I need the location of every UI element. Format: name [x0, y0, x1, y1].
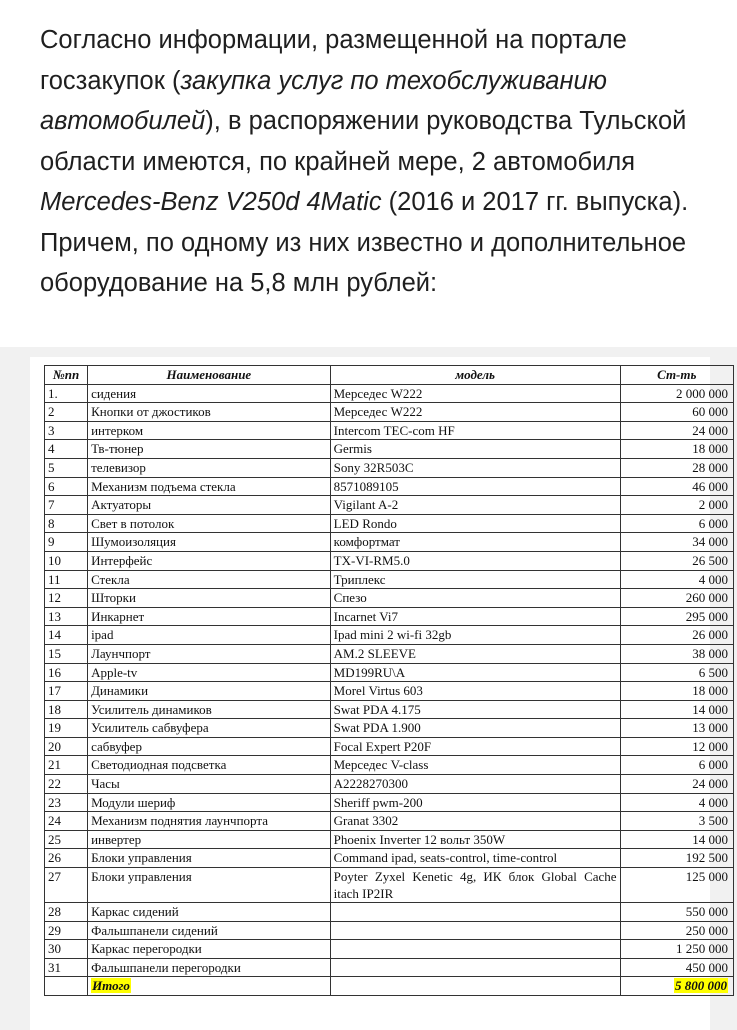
table-row [45, 551, 734, 570]
cell-model: LED Rondo [330, 514, 620, 533]
cell-name: Фальшпанели перегородки [88, 958, 331, 977]
cell-cost: 250 000 [620, 921, 733, 940]
cell-cost: 295 000 [620, 607, 733, 626]
cell-number: 30 [45, 940, 88, 959]
cell-name: Механизм подъема стекла [88, 477, 331, 496]
cell-cost: 34 000 [620, 533, 733, 552]
cell-number: 17 [45, 682, 88, 701]
cell-name: Apple-tv [88, 663, 331, 682]
table-row [45, 868, 734, 903]
cell-model: Granat 3302 [330, 812, 620, 831]
cell-name: Усилитель сабвуфера [88, 719, 331, 738]
table-row [45, 756, 734, 775]
cell-cost: 450 000 [620, 958, 733, 977]
cell-name: Модули шериф [88, 793, 331, 812]
cell-name: Тв-тюнер [88, 440, 331, 459]
cell-number: 29 [45, 921, 88, 940]
cell-number: 22 [45, 775, 88, 794]
cell-cost: 38 000 [620, 644, 733, 663]
cell-name: Блоки управления [88, 849, 331, 868]
cell-model: Incarnet Vi7 [330, 607, 620, 626]
document-scan [0, 347, 737, 1030]
cell-name: Каркас перегородки [88, 940, 331, 959]
cell-cost: 1 250 000 [620, 940, 733, 959]
cell-total-label [88, 977, 331, 996]
cell-model: A2228270300 [330, 775, 620, 794]
cell-model: AM.2 SLEEVE [330, 644, 620, 663]
cell-cost: 24 000 [620, 775, 733, 794]
cell-number [45, 977, 88, 996]
cell-number: 5 [45, 458, 88, 477]
cell-model [330, 977, 620, 996]
table-row [45, 403, 734, 422]
cell-name: Актуаторы [88, 496, 331, 515]
cell-name: Фальшпанели сидений [88, 921, 331, 940]
table-row [45, 570, 734, 589]
cell-name: Блоки управления [88, 868, 331, 903]
cell-model: Vigilant A-2 [330, 496, 620, 515]
cell-model: TX-VI-RM5.0 [330, 551, 620, 570]
cell-number: 13 [45, 607, 88, 626]
cell-model [330, 958, 620, 977]
cell-total-value [620, 977, 733, 996]
cell-name: Стекла [88, 570, 331, 589]
cell-name: Интерфейс [88, 551, 331, 570]
cell-number: 21 [45, 756, 88, 775]
cell-number: 23 [45, 793, 88, 812]
cell-cost: 26 000 [620, 626, 733, 645]
cell-number: 12 [45, 589, 88, 608]
cell-cost: 6 000 [620, 514, 733, 533]
cell-cost: 260 000 [620, 589, 733, 608]
cell-name: сабвуфер [88, 737, 331, 756]
cell-cost: 2 000 [620, 496, 733, 515]
table-row [45, 607, 734, 626]
cell-name: Свет в потолок [88, 514, 331, 533]
header-cost: Ст-ть [620, 366, 733, 385]
cell-model: Intercom TEC-com HF [330, 421, 620, 440]
table-header-row [45, 366, 734, 385]
table-row [45, 626, 734, 645]
intro-part-2: ), в распоряжении руководства Тульской области имеются, по крайней мере, 2 автомобиля [40, 107, 687, 176]
cell-name: Светодиодная подсветка [88, 756, 331, 775]
cell-model: MD199RU\A [330, 663, 620, 682]
cell-cost: 18 000 [620, 682, 733, 701]
cell-cost: 3 500 [620, 812, 733, 831]
cell-name: Каркас сидений [88, 903, 331, 922]
total-label: Итого [92, 978, 130, 994]
cell-number: 18 [45, 700, 88, 719]
cell-number: 28 [45, 903, 88, 922]
cell-name: ipad [88, 626, 331, 645]
table-row [45, 682, 734, 701]
cell-cost: 12 000 [620, 737, 733, 756]
cell-number: 3 [45, 421, 88, 440]
table-row [45, 663, 734, 682]
table-row [45, 793, 734, 812]
cell-number: 14 [45, 626, 88, 645]
cell-model: Morel Virtus 603 [330, 682, 620, 701]
cell-cost: 4 000 [620, 570, 733, 589]
cell-number: 11 [45, 570, 88, 589]
table-row [45, 440, 734, 459]
cell-cost: 18 000 [620, 440, 733, 459]
cell-cost: 60 000 [620, 403, 733, 422]
cell-name: Инкарнет [88, 607, 331, 626]
cell-number: 8 [45, 514, 88, 533]
cell-name: Усилитель динамиков [88, 700, 331, 719]
cell-model: Sony 32R503C [330, 458, 620, 477]
cell-cost: 26 500 [620, 551, 733, 570]
cell-name: интерком [88, 421, 331, 440]
cell-number: 1. [45, 384, 88, 403]
cell-number: 26 [45, 849, 88, 868]
cell-model [330, 921, 620, 940]
cell-model: 8571089105 [330, 477, 620, 496]
cell-cost: 550 000 [620, 903, 733, 922]
document-page [30, 357, 728, 1030]
cell-number: 20 [45, 737, 88, 756]
cell-model: Germis [330, 440, 620, 459]
table-row [45, 849, 734, 868]
cell-cost: 24 000 [620, 421, 733, 440]
cell-model: Swat PDA 1.900 [330, 719, 620, 738]
intro-part-3: (2016 и 2017 гг. выпуска). Причем, по одному из них известно и дополнительное оборудование на 5,8 млн рублей: [40, 188, 689, 297]
cell-cost: 6 000 [620, 756, 733, 775]
intro-part-1: Согласно информации, размещенной на портале госзакупок ( [40, 26, 627, 95]
intro-italic-purchase: закупка услуг по техобслуживанию автомобилей [40, 66, 607, 135]
cell-name: Шумоизоляция [88, 533, 331, 552]
header-name: Наименование [88, 366, 331, 385]
table-row [45, 514, 734, 533]
cell-cost: 14 000 [620, 830, 733, 849]
cell-name: сидения [88, 384, 331, 403]
table-row [45, 775, 734, 794]
table-row [45, 496, 734, 515]
cell-number: 27 [45, 868, 88, 903]
cell-cost: 46 000 [620, 477, 733, 496]
cell-model: Ipad mini 2 wi-fi 32gb [330, 626, 620, 645]
cell-model: Command ipad, seats-control, time-control [330, 849, 620, 868]
intro-text [40, 20, 720, 304]
cell-cost: 125 000 [620, 868, 733, 903]
cell-model: Phoenix Inverter 12 вольт 350W [330, 830, 620, 849]
cell-name: Часы [88, 775, 331, 794]
table-row [45, 903, 734, 922]
cell-cost: 28 000 [620, 458, 733, 477]
cell-number: 24 [45, 812, 88, 831]
cell-model: Триплекс [330, 570, 620, 589]
table-row [45, 719, 734, 738]
cell-name: телевизор [88, 458, 331, 477]
header-model: модель [330, 366, 620, 385]
cell-number: 10 [45, 551, 88, 570]
equipment-table [44, 365, 734, 996]
table-row [45, 533, 734, 552]
cell-cost: 4 000 [620, 793, 733, 812]
table-row [45, 700, 734, 719]
cell-model: Sheriff pwm-200 [330, 793, 620, 812]
cell-name: Механизм поднятия лаунчпорта [88, 812, 331, 831]
header-number: №пп [45, 366, 88, 385]
cell-number: 4 [45, 440, 88, 459]
cell-cost: 13 000 [620, 719, 733, 738]
cell-model [330, 940, 620, 959]
table-row [45, 477, 734, 496]
cell-cost: 6 500 [620, 663, 733, 682]
table-row [45, 421, 734, 440]
cell-number: 25 [45, 830, 88, 849]
cell-name: Динамики [88, 682, 331, 701]
intro-italic-car-model: Mercedes-Benz V250d 4Matic [40, 188, 382, 216]
cell-number: 2 [45, 403, 88, 422]
total-row [45, 977, 734, 996]
cell-name: Шторки [88, 589, 331, 608]
cell-number: 19 [45, 719, 88, 738]
cell-cost: 14 000 [620, 700, 733, 719]
cell-name: Лаунчпорт [88, 644, 331, 663]
table-row [45, 458, 734, 477]
cell-number: 16 [45, 663, 88, 682]
table-row [45, 589, 734, 608]
cell-number: 15 [45, 644, 88, 663]
total-value: 5 800 000 [675, 978, 727, 994]
cell-name: Кнопки от джостиков [88, 403, 331, 422]
cell-model: Мерседес W222 [330, 384, 620, 403]
cell-model: Swat PDA 4.175 [330, 700, 620, 719]
cell-number: 31 [45, 958, 88, 977]
cell-model: комфортмат [330, 533, 620, 552]
cell-name: инвертер [88, 830, 331, 849]
cell-number: 6 [45, 477, 88, 496]
cell-model: Спезо [330, 589, 620, 608]
table-row [45, 958, 734, 977]
cell-cost: 2 000 000 [620, 384, 733, 403]
table-row [45, 921, 734, 940]
cell-model [330, 903, 620, 922]
cell-model: Мерседес W222 [330, 403, 620, 422]
cell-model: Мерседес V-class [330, 756, 620, 775]
cell-cost: 192 500 [620, 849, 733, 868]
cell-number: 9 [45, 533, 88, 552]
table-row [45, 737, 734, 756]
cell-model: Focal Expert P20F [330, 737, 620, 756]
table-row [45, 830, 734, 849]
cell-number: 7 [45, 496, 88, 515]
table-body [45, 384, 734, 995]
cell-model: Poyter Zyxel Kenetic 4g, ИК блок Global Cache itach IP2IR [330, 868, 620, 903]
table-row [45, 384, 734, 403]
table-row [45, 940, 734, 959]
table-row [45, 812, 734, 831]
table-row [45, 644, 734, 663]
